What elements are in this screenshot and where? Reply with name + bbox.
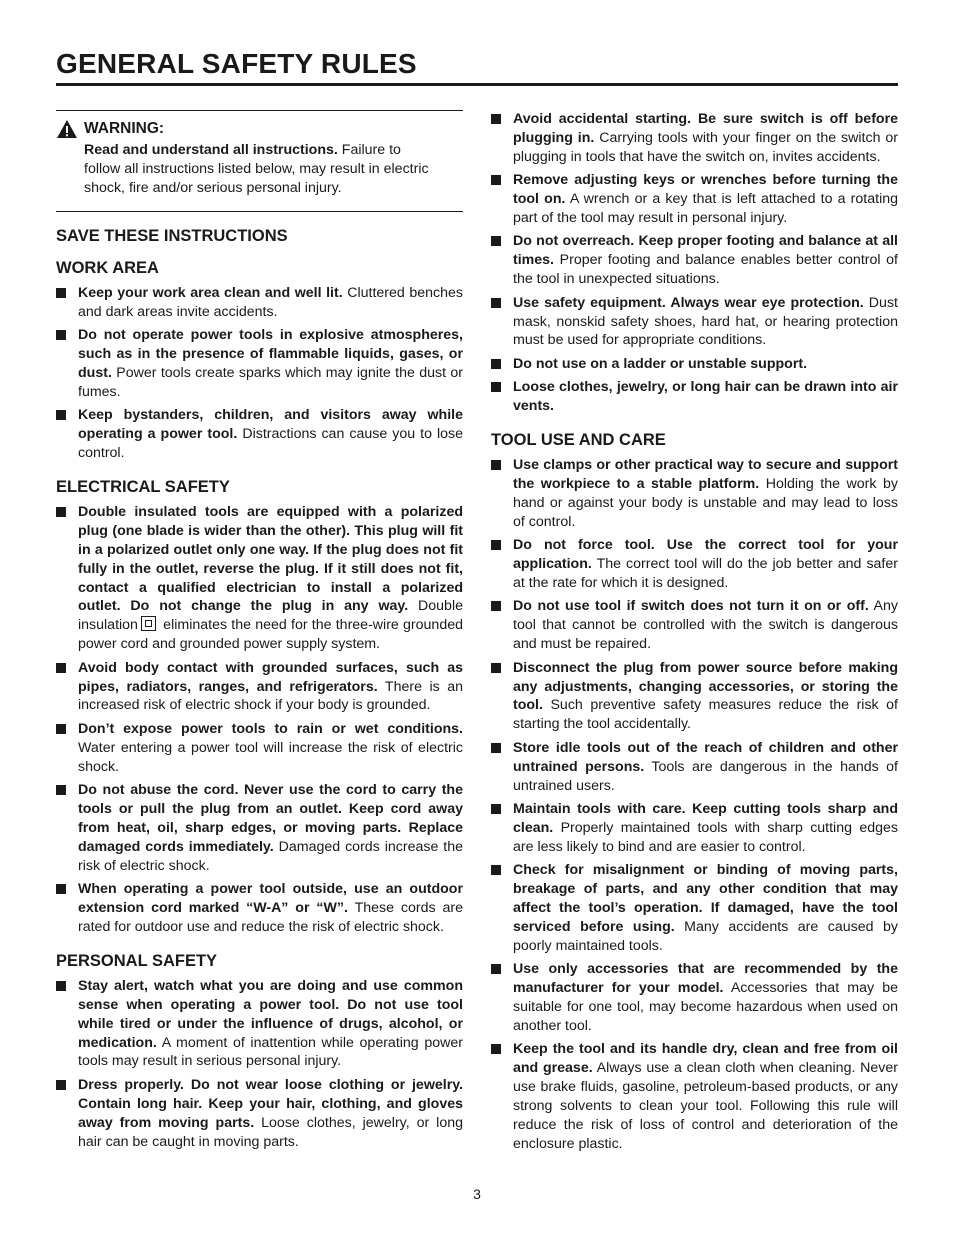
list-item: Dress properly. Do not wear loose clothing or jewelry. Contain long hair. Keep your hair, clothing, and gloves away from moving parts. Loose clothes, jewelry, or long hair can be caught in moving parts.	[56, 1076, 463, 1152]
personal-safety-heading: PERSONAL SAFETY	[56, 951, 218, 970]
list-item: Use only accessories that are recommended by the manufacturer for your model. Accessories that may be suitable for one tool, may become hazardous when used on another tool.	[491, 960, 898, 1036]
page-number: 3	[473, 1186, 481, 1202]
tool-use-list	[491, 456, 898, 1154]
tool-use-heading: TOOL USE AND CARE	[491, 431, 666, 450]
list-item: Use clamps or other practical way to secure and support the workpiece to a stable platform. Holding the work by hand or against your body is unstable and may lead to loss of control.	[491, 456, 898, 532]
list-item: Don’t expose power tools to rain or wet conditions. Water entering a power tool will increase the risk of electric shock.	[56, 720, 463, 777]
list-item: Do not abuse the cord. Never use the cord to carry the tools or pull the plug from an outlet. Keep cord away from heat, oil, sharp edges, or moving parts. Replace damaged cords immediately. Damaged cords increase the risk of electric shock.	[56, 781, 463, 876]
list-item: Use safety equipment. Always wear eye protection. Dust mask, nonskid safety shoes, hard hat, or hearing protection must be used for appropriate conditions.	[491, 294, 898, 351]
work-area-list	[56, 284, 463, 463]
list-item: Do not use tool if switch does not turn it on or off. Any tool that cannot be controlled with the switch is dangerous and must be repaired.	[491, 597, 898, 654]
list-item: Loose clothes, jewelry, or long hair can be drawn into air vents.	[491, 378, 898, 416]
list-item: Double insulated tools are equipped with a polarized plug (one blade is wider than the other). This plug will fit in a polarized outlet only one way. If the plug does not fit fully in the outlet, reverse the plug. If it still does not fit, contact a qualified electrician to install a polarized outlet. Do not change the plug in any way. Double insulation eliminates the need for the three-wire grounded power cord and grounded power supply system.	[56, 503, 463, 654]
personal-safety-list	[56, 977, 463, 1152]
list-item: Avoid body contact with grounded surfaces, such as pipes, radiators, ranges, and refrigerators. There is an increased risk of electric shock if your body is grounded.	[56, 659, 463, 716]
electrical-safety-heading: ELECTRICAL SAFETY	[56, 477, 230, 496]
warning-box	[56, 110, 463, 212]
right-column	[491, 110, 898, 1168]
list-item: Keep your work area clean and well lit. Cluttered benches and dark areas invite accidents.	[56, 284, 463, 322]
list-item: Do not overreach. Keep proper footing and balance at all times. Proper footing and balance enables better control of the tool in unexpected situations.	[491, 232, 898, 289]
list-item: Do not use on a ladder or unstable support.	[491, 355, 898, 374]
list-item: Stay alert, watch what you are doing and use common sense when operating a power tool. Do not use tool while tired or under the influence of drugs, alcohol, or medication. A moment of inattention while operating power tools may result in serious personal injury.	[56, 977, 463, 1072]
list-item: Check for misalignment or binding of moving parts, breakage of parts, and any other condition that may affect the tool’s operation. If damaged, have the tool serviced before using. Many accidents are caused by poorly maintained tools.	[491, 861, 898, 956]
list-item: Disconnect the plug from power source before making any adjustments, changing accessories, or storing the tool. Such preventive safety measures reduce the risk of starting the tool accidentally.	[491, 659, 898, 735]
list-item: Maintain tools with care. Keep cutting tools sharp and clean. Properly maintained tools with sharp cutting edges are less likely to bind and are easier to control.	[491, 800, 898, 857]
personal-safety-list-continued	[491, 110, 898, 416]
list-item: Keep the tool and its handle dry, clean and free from oil and grease. Always use a clean cloth when cleaning. Never use brake fluids, gasoline, petroleum-based products, or any strong solvents to clean your tool. Following this rule will reduce the risk of loss of control and deterioration of the enclosure plastic.	[491, 1040, 898, 1153]
list-item: Store idle tools out of the reach of children and other untrained persons. Tools are dangerous in the hands of untrained users.	[491, 739, 898, 796]
list-item: Do not force tool. Use the correct tool for your application. The correct tool will do the job better and safer at the rate for which it is designed.	[491, 536, 898, 593]
list-item: Keep bystanders, children, and visitors away while operating a power tool. Distractions can cause you to lose control.	[56, 406, 463, 463]
warning-label: WARNING:	[84, 119, 165, 137]
left-column	[56, 110, 463, 1165]
warning-triangle-icon	[56, 119, 78, 139]
electrical-safety-list	[56, 503, 463, 937]
list-item: Do not operate power tools in explosive atmospheres, such as in the presence of flammable liquids, gases, or dust. Power tools create sparks which may ignite the dust or fumes.	[56, 326, 463, 402]
list-item: Avoid accidental starting. Be sure switch is off before plugging in. Carrying tools with your finger on the switch or plugging in tools that have the switch on, invites accidents.	[491, 110, 898, 167]
double-insulation-symbol-icon	[141, 616, 156, 631]
page-title: GENERAL SAFETY RULES	[56, 48, 417, 79]
save-instructions-heading: SAVE THESE INSTRUCTIONS	[56, 226, 288, 245]
work-area-heading: WORK AREA	[56, 258, 159, 277]
list-item: When operating a power tool outside, use an outdoor extension cord marked “W-A” or “W”. These cords are rated for outdoor use and reduce the risk of electric shock.	[56, 880, 463, 937]
warning-text: Read and understand all instructions. Failure to follow all instructions listed below, may result in electric shock, fire and/or serious personal injury.	[84, 142, 429, 196]
title-rule	[56, 83, 898, 86]
list-item: Remove adjusting keys or wrenches before turning the tool on. A wrench or a key that is left attached to a rotating part of the tool may result in personal injury.	[491, 171, 898, 228]
